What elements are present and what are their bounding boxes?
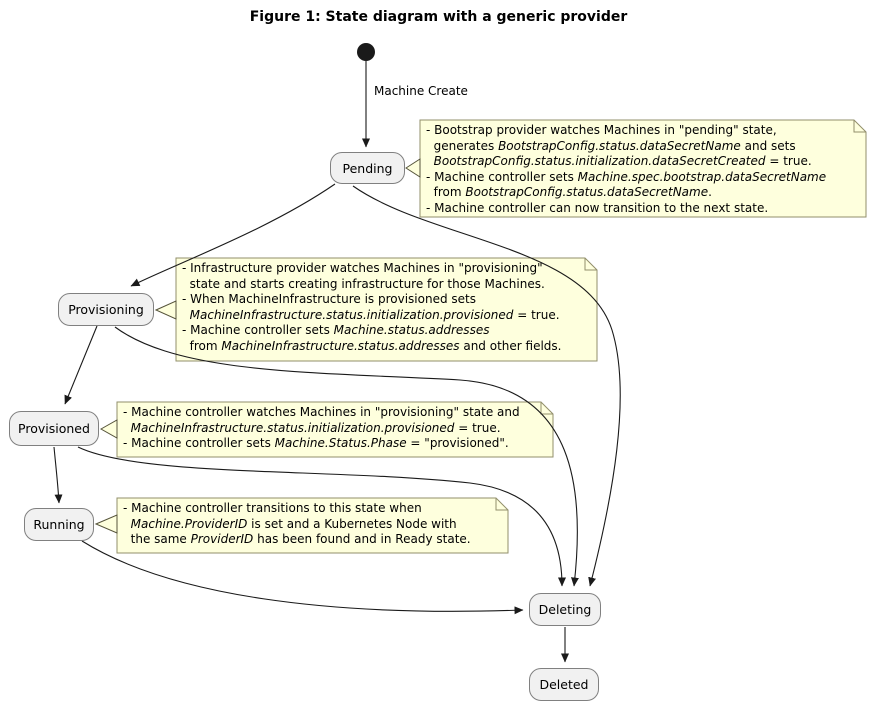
- note-line: - Bootstrap provider watches Machines in "pending" state,: [426, 123, 777, 137]
- note-line: MachineInfrastructure.status.initialization.provisioned = true.: [130, 420, 501, 435]
- state-deleting: Deleting: [529, 593, 601, 626]
- note-line: BootstrapConfig.status.initialization.dataSecretCreated = true.: [433, 154, 812, 168]
- note-line: the same ProviderID has been found and in Ready state.: [123, 532, 471, 546]
- diagram-title: Figure 1: State diagram with a generic provider: [249, 9, 628, 25]
- note-connector-provisioning: [156, 301, 176, 319]
- note-provisioning-text: [176, 258, 597, 361]
- initial-state-dot: [357, 43, 375, 61]
- state-deleted: Deleted: [529, 668, 599, 701]
- note-running-text: [117, 498, 508, 553]
- note-line: from BootstrapConfig.status.dataSecretName.: [426, 185, 712, 199]
- note-provisioned-text: [117, 402, 553, 457]
- note-line: state and starts creating infrastructure for those Machines.: [182, 276, 545, 291]
- state-provisioned: Provisioned: [9, 411, 99, 446]
- edge-provisioned-to-running: [54, 447, 59, 503]
- state-provisioning: Provisioning: [58, 293, 154, 326]
- note-line: MachineInfrastructure.status.initialization.provisioned = true.: [189, 307, 560, 322]
- note-line: generates BootstrapConfig.status.dataSecretName and sets: [426, 138, 796, 153]
- note-line: - Machine controller sets Machine.status.addresses: [182, 323, 490, 337]
- note-connector-provisioned: [101, 420, 117, 438]
- note-connector-pending: [406, 159, 420, 177]
- note-pending-text: [420, 120, 866, 217]
- note-line: from MachineInfrastructure.status.addresses and other fields.: [182, 338, 562, 353]
- note-line: - Infrastructure provider watches Machines in "provisioning": [182, 261, 543, 275]
- state-pending: Pending: [330, 152, 405, 184]
- note-line: - When MachineInfrastructure is provisioned sets: [182, 292, 476, 306]
- note-line: - Machine controller sets Machine.spec.bootstrap.dataSecretName: [426, 169, 827, 184]
- note-line: - Machine controller can now transition to the next state.: [426, 200, 769, 215]
- state-running: Running: [24, 508, 94, 541]
- note-line: - Machine controller sets Machine.Status.Phase = "provisioned".: [123, 436, 509, 450]
- note-line: Machine.ProviderID is set and a Kubernetes Node with: [130, 516, 457, 531]
- note-line: - Machine controller transitions to this state when: [123, 501, 422, 515]
- note-connector-running: [96, 515, 117, 533]
- edge-label-machine-create: Machine Create: [374, 84, 468, 98]
- note-line: - Machine controller watches Machines in "provisioning" state and: [123, 405, 520, 419]
- edge-provisioning-to-provisioned: [65, 326, 97, 404]
